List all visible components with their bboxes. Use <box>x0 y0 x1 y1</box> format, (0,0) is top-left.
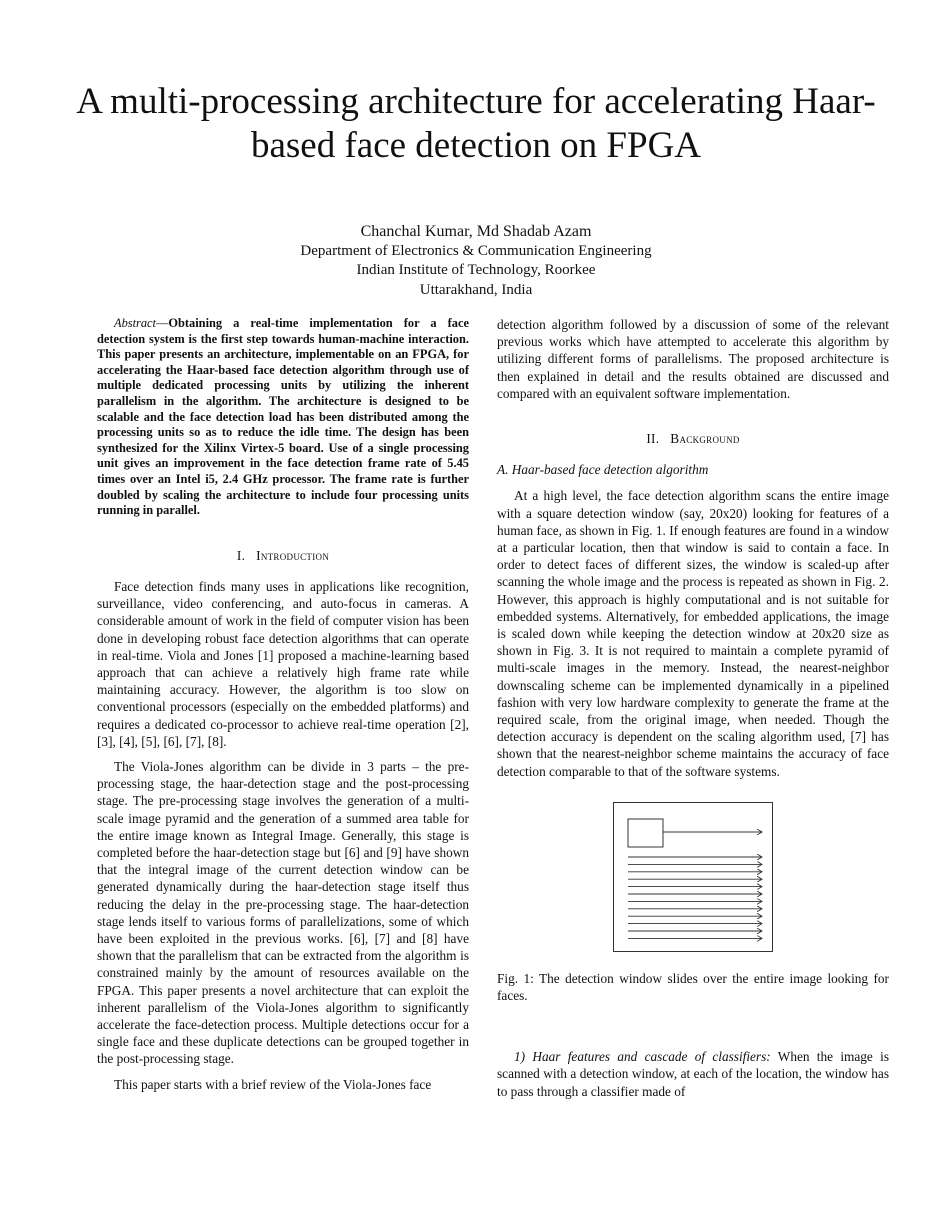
paper-title: A multi-processing architecture for accelerating Haar-based face detection on FPGA <box>76 81 876 166</box>
section-numeral: II. <box>646 431 660 447</box>
figure-1-caption: Fig. 1: The detection window slides over the entire image looking for faces. <box>497 970 889 1004</box>
scan-lines-group <box>628 857 762 938</box>
left-column <box>97 316 469 1093</box>
intro-paragraph-1: Face detection finds many uses in applications like recognition, surveillance, video conferencing, and auto-focus in cameras. A considerable amount of work in the field of computer vision has been done in developing robust face detection algorithms that can operate in real-time. Viola and Jones [1] proposed a machine-learning based approach that can achieve a relatively high frame rate while maintaining accuracy. However, the algorithm is too slow on conventional processors (especially on the embedded platforms) and requires a dedicated co-processor to achieve real-time operation [2], [3], [4], [5], [6], [7], [8]. <box>97 578 469 749</box>
section-heading-background <box>497 430 889 447</box>
right-column <box>497 316 889 1100</box>
abstract <box>97 316 469 519</box>
abstract-label: Abstract <box>114 316 156 330</box>
detection-window-box <box>628 819 663 847</box>
figure-1-detection-window <box>613 802 773 952</box>
affiliation-department: Department of Electronics & Communication Engineering <box>300 242 652 259</box>
section-heading-introduction <box>97 547 469 564</box>
intro-continuation: detection algorithm followed by a discussion of some of the relevant previous works which have attempted to accelerate this algorithm by utilizing different forms of parallelisms. The proposed architecture is then explained in detail and the results obtained are discussed and compared with an equivalent software implementation. <box>497 317 889 401</box>
abstract-dash: — <box>156 316 169 330</box>
subsection-heading: A. Haar-based face detection algorithm <box>497 462 709 478</box>
author-names: Chanchal Kumar, Md Shadab Azam <box>360 223 592 240</box>
section-numeral: I. <box>236 547 246 563</box>
background-paragraph-2 <box>497 1048 889 1100</box>
affiliation-location: Uttarakhand, India <box>419 281 533 298</box>
section-title: Background <box>670 431 740 447</box>
abstract-text: Obtaining a real-time implementation for a face detection system is the first step towards human-machine interaction. This paper presents an architecture, implementable on an FPGA, for accelerating the Haar-based face detection algorithm through use of multiple dedicated processing units by utilizing the inherent parallelism in the algorithm. The architecture is designed to be scalable and the face detection load has been distributed among the processing units so as to reduce the idle time. The design has been synthesized for the Xilinx Virtex-5 board. Use of a single processing unit gives an improvement in the face detection frame rate of 5.45 times over an Intel i5, 2.4 GHz processor. The frame rate is further doubled by scaling the architecture to include four processing units running in parallel. <box>97 316 469 518</box>
paragraph-body: When the image is scanned with a detection window, at each of the location, the window has to pass through a classifier made of <box>497 1049 889 1099</box>
author-block <box>200 222 752 300</box>
intro-paragraph-2: The Viola-Jones algorithm can be divide in 3 parts – the pre-processing stage, the haar-detection stage and the post-processing stage. The pre-processing stage involves the generation of a multi-scale image pyramid and the generation of a summed area table for the entire image known as Integral Image. Generally, this stage is completed before the haar-detection stage but [6] and [9] have shown that the integral image of the current detection window can be generated dynamically during the haar-detection stage itself thus reducing the delay in the pre-processing stage. The haar-detection stage lends itself to various forms of parallelizations, some of which have been exploited in the previous works. [6], [7] and [8] have shown that the parallelism that can be extracted from the algorithm is constrained mainly by the amount of resources available on the FPGA. This paper presents a novel architecture that can exploit the inherent parallelism of the Viola-Jones algorithm to significantly accelerate the face-detection process. Multiple detections occur for a single face and these duplicate detections can be grouped together in the post-processing stage. <box>97 758 469 1067</box>
affiliation-institute: Indian Institute of Technology, Roorkee <box>356 262 596 278</box>
background-paragraph-1: At a high level, the face detection algorithm scans the entire image with a square detection window (say, 20x20) looking for features of a human face, as shown in Fig. 1. If enough features are found in a window at a particular location, then that window is said to contain a face. In order to detect faces of different sizes, the window is scaled-up after scanning the whole image and the process is repeated as shown in Fig. 2. However, this approach is highly computational and is not suitable for embedded systems. Alternatively, for embedded applications, the image is scaled down while keeping the detection window at 20x20 size as shown in Fig. 3. It is not required to maintain a complete pyramid of multi-scale images in the memory. Instead, the nearest-neighbor downscaling scheme can be implemented dynamically in a pipelined fashion with very low hardware complexity to generate the frame at the required scale, from the original image, when needed. Though the detection accuracy is dependent on the scaling algorithm used, [7] has shown that the nearest-neighbor scheme maintains the accuracy of face detection comparable to that of the software systems. <box>497 488 889 779</box>
section-title: Introduction <box>256 547 330 563</box>
paragraph-title: 1) Haar features and cascade of classifiers: <box>514 1049 771 1065</box>
sliding-window-diagram <box>614 803 772 951</box>
intro-paragraph-3: This paper starts with a brief review of the Viola-Jones face <box>114 1076 432 1092</box>
